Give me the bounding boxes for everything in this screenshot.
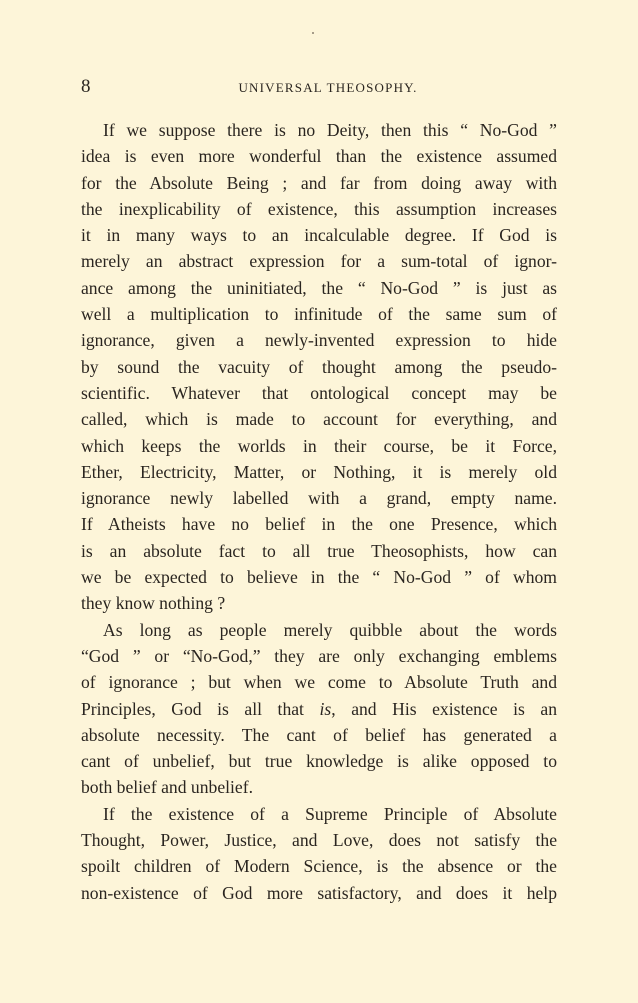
paragraph-3	[81, 801, 557, 906]
page-number: 8	[81, 76, 91, 97]
text-line: which keeps the worlds in their course, be it Force,	[81, 435, 557, 456]
text-line: both belief and unbelief.	[81, 777, 253, 798]
text-line-with-emphasis	[81, 696, 557, 722]
text-line: the inexplicability of existence, this assumption increases	[81, 198, 557, 219]
text-line: If Atheists have no belief in the one Presence, which	[81, 514, 557, 535]
text-line: cant of unbelief, but true knowledge is alike opposed to	[81, 751, 557, 772]
text-line: Thought, Power, Justice, and Love, does not satisfy the	[81, 830, 557, 851]
text-line: If the existence of a Supreme Principle of Absolute	[103, 803, 557, 824]
running-title: UNIVERSAL THEOSOPHY.	[238, 80, 418, 95]
text-line: idea is even more wonderful than the existence assumed	[81, 146, 557, 167]
text-line: If we suppose there is no Deity, then this “ No-God ”	[103, 120, 557, 140]
emphasis-word: is	[319, 698, 332, 719]
text-line: ignorance newly labelled with a grand, empty name.	[81, 488, 557, 509]
text-line: scientific. Whatever that ontological concept may be	[81, 382, 557, 403]
text-line: Ether, Electricity, Matter, or Nothing, it is merely old	[81, 461, 557, 482]
text-line: non-existence of God more satisfactory, and does it help	[81, 882, 557, 903]
text-line: ance among the uninitiated, the “ No-God ” is just as	[81, 277, 557, 298]
text-line: absolute necessity. The cant of belief has generated a	[81, 724, 557, 745]
text-line: it in many ways to an incalculable degree. If God is	[81, 225, 557, 246]
text-line: of ignorance ; but when we come to Absolute Truth and	[81, 672, 557, 693]
text-line: for the Absolute Being ; and far from doing away with	[81, 172, 557, 193]
text-line: “God ” or “No-God,” they are only exchanging emblems	[81, 645, 557, 666]
text-line: by sound the vacuity of thought among the pseudo-	[81, 356, 557, 377]
paragraph-1	[81, 117, 557, 617]
text-line: called, which is made to account for everything, and	[81, 409, 557, 430]
body-text	[81, 117, 557, 906]
text-line: merely an abstract expression for a sum-total of ignor-	[81, 251, 557, 272]
text-line: we be expected to believe in the “ No-God ” of whom	[81, 567, 557, 588]
text-line: spoilt children of Modern Science, is the absence or the	[81, 856, 557, 877]
paper-speck	[312, 32, 314, 34]
running-head	[81, 76, 557, 98]
text-line: well a multiplication to infinitude of the same sum of	[81, 304, 557, 325]
text-segment: , and His existence is an	[331, 698, 558, 719]
text-line: ignorance, given a newly-invented expression to hide	[81, 330, 557, 351]
text-line: As long as people merely quibble about the words	[103, 619, 557, 640]
text-line: is an absolute fact to all true Theosophists, how can	[81, 540, 557, 561]
text-line: they know nothing ?	[81, 593, 226, 614]
text-segment: Principles, God is all that	[81, 698, 320, 719]
paragraph-2	[81, 617, 557, 801]
